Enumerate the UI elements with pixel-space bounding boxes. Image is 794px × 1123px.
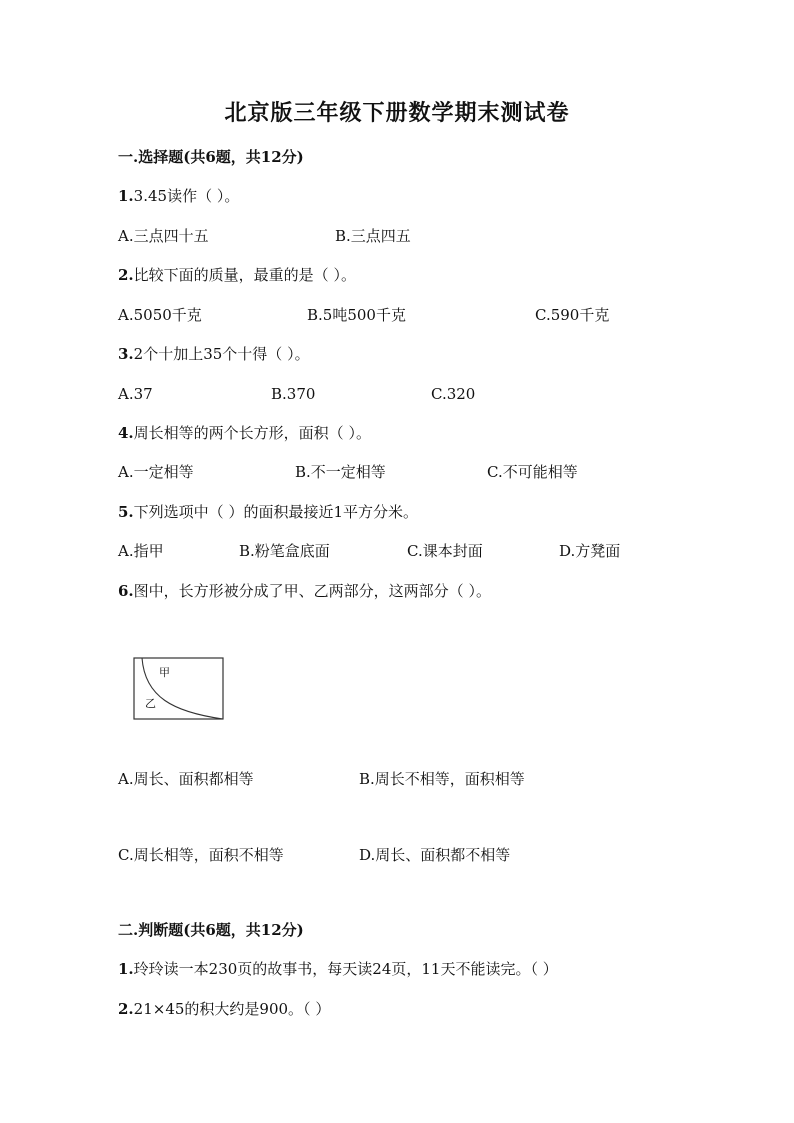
option-a: A.三点四十五 <box>118 227 209 245</box>
option-b: B.370 <box>271 385 316 403</box>
option-b: B.三点四五 <box>335 227 411 245</box>
option-d: D.方凳面 <box>559 542 621 560</box>
option-a: A.周长、面积都相等 <box>118 770 254 788</box>
rectangle-figure <box>133 657 225 721</box>
judge-question-2 <box>118 999 330 1019</box>
question-5 <box>118 502 418 522</box>
section-heading-judge: 二.判断题(共6题，共12分) <box>118 921 304 939</box>
question-3 <box>118 344 310 364</box>
option-a: A.37 <box>118 385 153 403</box>
option-a: A.一定相等 <box>118 463 194 481</box>
question-text: 周长相等的两个长方形，面积（ ）。 <box>133 424 371 442</box>
option-b: B.粉笔盒底面 <box>239 542 330 560</box>
option-c: C.320 <box>431 385 476 403</box>
question-text: 图中，长方形被分成了甲、乙两部分，这两部分（ ）。 <box>133 582 491 600</box>
page-title: 北京版三年级下册数学期末测试卷 <box>224 100 570 126</box>
figure-label-jia: 甲 <box>159 666 170 679</box>
option-b: B.不一定相等 <box>295 463 386 481</box>
question-1 <box>118 186 239 206</box>
option-b: B.周长不相等，面积相等 <box>359 770 525 788</box>
section-heading-choice: 一.选择题(共6题，共12分) <box>118 148 304 166</box>
figure-label-yi: 乙 <box>145 697 156 710</box>
question-text: 比较下面的质量，最重的是（ ）。 <box>133 266 356 284</box>
judge-question-1 <box>118 959 558 979</box>
question-text: 3.45读作（ ）。 <box>133 187 240 205</box>
question-2 <box>118 265 356 285</box>
option-b: B.5吨500千克 <box>307 306 406 324</box>
option-a: A.指甲 <box>118 542 164 560</box>
question-number: 2. <box>118 1000 134 1018</box>
question-6 <box>118 581 491 601</box>
question-text: 2个十加上35个十得（ ）。 <box>133 345 310 363</box>
question-number: 5. <box>118 503 134 521</box>
question-number: 3. <box>118 345 134 363</box>
question-number: 4. <box>118 424 134 442</box>
option-c: C.课本封面 <box>407 542 483 560</box>
question-number: 6. <box>118 582 134 600</box>
question-text: 玲玲读一本230页的故事书，每天读24页，11天不能读完。（ ） <box>133 960 558 978</box>
option-d: D.周长、面积都不相等 <box>359 846 511 864</box>
question-text: 21×45的积大约是900。（ ） <box>133 1000 331 1018</box>
question-number: 2. <box>118 266 134 284</box>
option-c: C.周长相等，面积不相等 <box>118 846 284 864</box>
option-c: C.不可能相等 <box>487 463 578 481</box>
option-a: A.5050千克 <box>118 306 202 324</box>
question-number: 1. <box>118 187 134 205</box>
option-c: C.590千克 <box>535 306 610 324</box>
question-number: 1. <box>118 960 134 978</box>
question-4 <box>118 423 371 443</box>
question-text: 下列选项中（ ）的面积最接近1平方分米。 <box>133 503 418 521</box>
